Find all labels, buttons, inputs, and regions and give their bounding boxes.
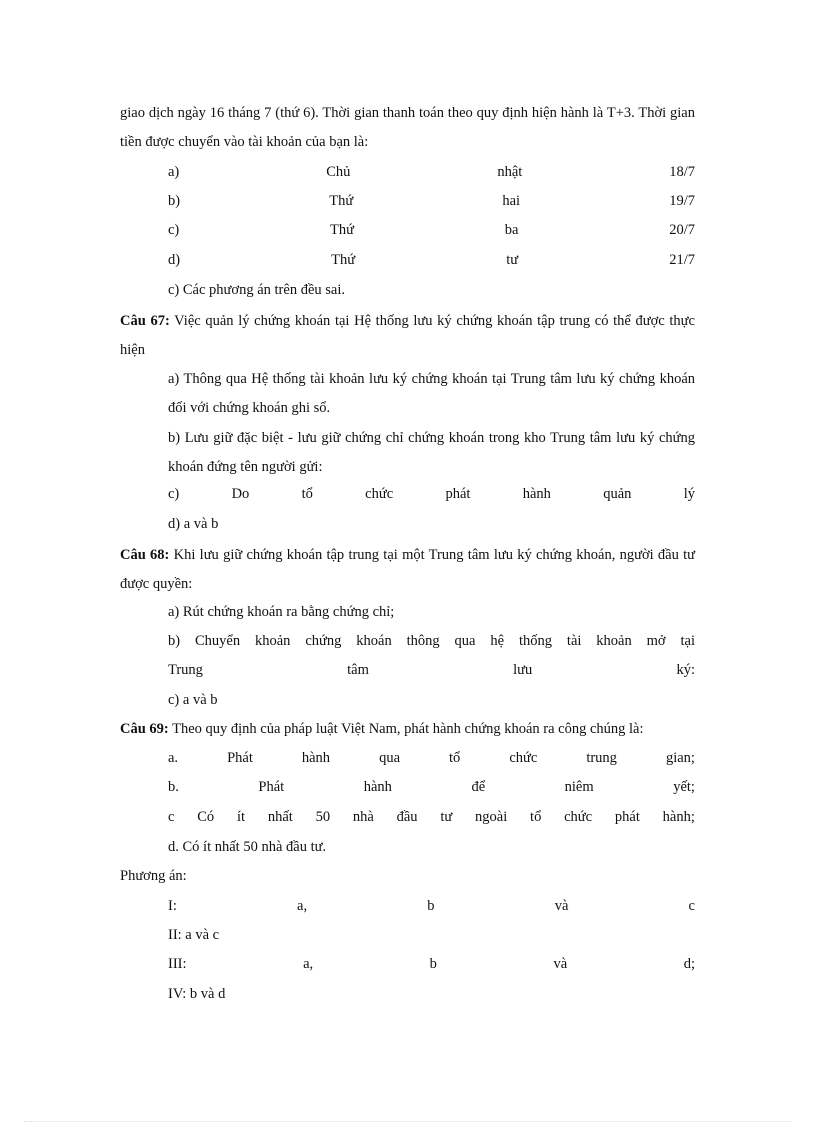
word: để xyxy=(471,779,486,795)
word: Thứ xyxy=(330,222,354,238)
word: Phát xyxy=(227,750,253,766)
q67-option-c xyxy=(168,483,695,505)
intro-option-c xyxy=(168,219,695,241)
q67-option-b: b) Lưu giữ đặc biệt - lưu giữ chứng chỉ chứng khoán trong kho Trung tâm lưu ký chứng khoán đứng tên người gửi: xyxy=(168,430,695,476)
word: a, xyxy=(303,956,314,972)
answer-II: II: a và c xyxy=(168,927,220,943)
question-text: Khi lưu giữ chứng khoán tập trung tại một Trung tâm lưu ký chứng khoán, người đầu tư được quyền: xyxy=(120,547,696,593)
q67-option-a: a) Thông qua Hệ thống tài khoản lưu ký chứng khoán tại Trung tâm lưu ký chứng khoán đối với chứng khoán ghi sổ. xyxy=(168,371,695,417)
word: d; xyxy=(683,956,695,972)
word: đầu xyxy=(396,809,418,825)
word: Phát xyxy=(258,779,285,795)
intro-extra-option: c) Các phương án trên đều sai. xyxy=(168,282,345,298)
word: tổ xyxy=(301,486,313,502)
word: b) xyxy=(168,193,181,209)
word: niêm xyxy=(564,779,594,795)
word: b xyxy=(427,898,435,914)
word: d) xyxy=(168,252,181,268)
word: lý xyxy=(683,486,695,502)
word: nhất xyxy=(267,809,293,825)
question-68 xyxy=(120,541,695,600)
word: nhật xyxy=(497,164,523,180)
word: tổ xyxy=(449,750,461,766)
word: 21/7 xyxy=(669,252,695,268)
word: hành xyxy=(522,486,551,502)
word: a, xyxy=(297,898,308,914)
word: quản xyxy=(603,486,632,502)
word: 18/7 xyxy=(669,164,695,180)
question-label: Câu 69: xyxy=(120,721,169,737)
word: hành xyxy=(363,779,392,795)
q69-option-b xyxy=(168,776,695,798)
word: I: xyxy=(168,898,177,914)
question-label: Câu 68: xyxy=(120,547,170,563)
question-69 xyxy=(120,718,695,740)
word: chức xyxy=(509,750,538,766)
word: chức xyxy=(365,486,394,502)
word: c xyxy=(168,809,175,825)
word: III: xyxy=(168,956,187,972)
word: ít xyxy=(236,809,246,825)
intro-option-b xyxy=(168,190,695,212)
word: c) xyxy=(168,222,180,238)
intro-option-d xyxy=(168,249,695,271)
word: ký: xyxy=(676,662,695,678)
word: b. xyxy=(168,779,179,795)
word: Thứ xyxy=(331,252,356,268)
word: tổ xyxy=(530,809,542,825)
word: phát xyxy=(445,486,471,502)
word: qua xyxy=(379,750,401,766)
answer-I xyxy=(168,895,695,917)
word: ngoài xyxy=(475,809,508,825)
question-label: Câu 67: xyxy=(120,313,170,329)
answers-label: Phương án: xyxy=(120,868,187,884)
word: phát xyxy=(614,809,640,825)
word: nhà xyxy=(352,809,374,825)
word: 50 xyxy=(315,809,331,825)
q69-option-a xyxy=(168,747,695,769)
word: c xyxy=(688,898,695,914)
answer-IV: IV: b và d xyxy=(168,986,226,1002)
word: a. xyxy=(168,750,179,766)
word: tư xyxy=(440,809,453,825)
answer-III xyxy=(168,953,695,975)
word: Trung xyxy=(168,662,203,678)
word: tư xyxy=(506,252,519,268)
word: và xyxy=(553,956,568,972)
q69-option-c xyxy=(168,806,695,828)
word: b xyxy=(429,956,437,972)
word: ba xyxy=(504,222,519,238)
question-text: Theo quy định của pháp luật Việt Nam, phát hành chứng khoán ra công chúng là: xyxy=(168,721,644,737)
word: 19/7 xyxy=(669,193,695,209)
question-text: Việc quản lý chứng khoán tại Hệ thống lưu ký chứng khoán tập trung có thể được thực hiện xyxy=(120,313,695,359)
word: trung xyxy=(586,750,617,766)
word: chức xyxy=(564,809,593,825)
q68-option-b-line2 xyxy=(168,659,695,681)
word: yết; xyxy=(673,779,695,795)
word: 20/7 xyxy=(669,222,695,238)
word: Do xyxy=(231,486,250,502)
word: và xyxy=(554,898,569,914)
word: tâm xyxy=(347,662,369,678)
word: hành; xyxy=(662,809,695,825)
q68-option-a: a) Rút chứng khoán ra bằng chứng chỉ; xyxy=(168,604,395,620)
word: c) xyxy=(168,486,180,502)
q68-option-b-line1: b) Chuyển khoản chứng khoán thông qua hệ thống tài khoản mở tại xyxy=(168,633,695,649)
intro-paragraph: giao dịch ngày 16 tháng 7 (thứ 6). Thời gian thanh toán theo quy định hiện hành là T+3. Thời gian tiền được chuyển vào tài khoản của bạn là: xyxy=(120,105,695,151)
word: Thứ xyxy=(329,193,354,209)
word: a) xyxy=(168,164,180,180)
word: lưu xyxy=(513,662,533,678)
q69-option-d: d. Có ít nhất 50 nhà đầu tư. xyxy=(168,839,327,855)
word: hai xyxy=(502,193,521,209)
word: Chủ xyxy=(326,164,351,180)
word: gian; xyxy=(665,750,695,766)
word: Có xyxy=(197,809,215,825)
word: hành xyxy=(301,750,331,766)
page-bottom-divider xyxy=(24,1121,792,1122)
question-67 xyxy=(120,307,695,366)
intro-option-a xyxy=(168,161,695,183)
q67-option-d: d) a và b xyxy=(168,516,219,532)
q68-option-c: c) a và b xyxy=(168,692,218,708)
